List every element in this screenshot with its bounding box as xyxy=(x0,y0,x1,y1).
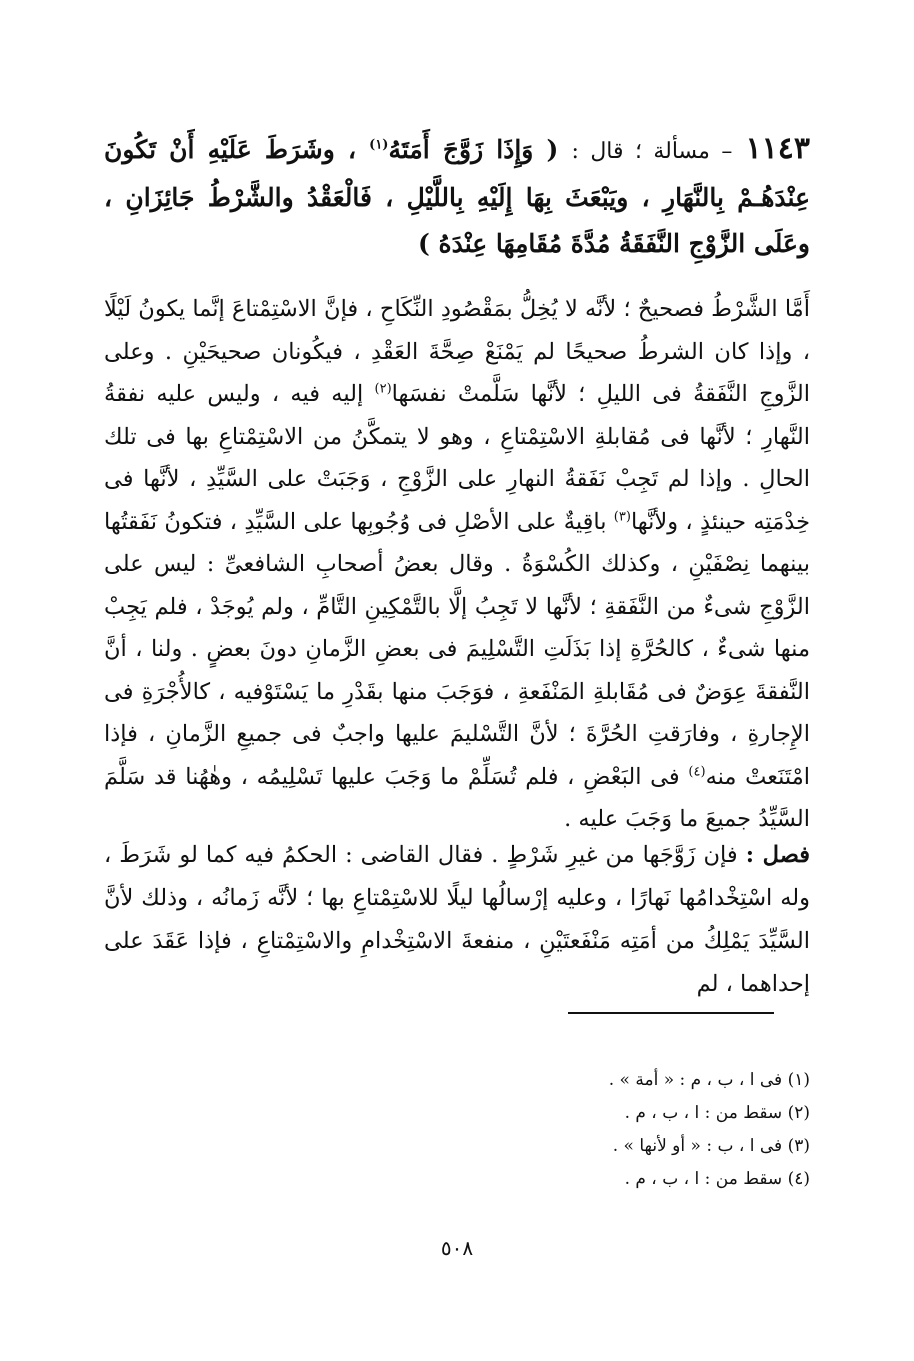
footnote-ref-1: (١) xyxy=(369,137,389,153)
paragraph-part-1: أَمَّا الشَّرْطُ فصحيحٌ ؛ لأنَّه لا يُخِلُّ بمَقْصُودِ النِّكَاحِ ، فإنَّ الاسْتِمْتاعَ إنَّما يكونُ لَيْلًا ، وإذا كان الشرطُ صحيحًا لم يَمْنَعْ صِحَّةَ العَقْدِ ، فيكُونان صحيحَيْنِ . وعلى الزَّوجِ النَّفَقةُ فى الليلِ ؛ لأنَّها سَلَّمتْ نفسَها xyxy=(104,296,810,407)
footnote-item: (٣) فى ا ، ب : « أو لأنها » . xyxy=(612,1136,810,1156)
fasl-text: فإن زَوَّجَها من غيرِ شَرْطٍ . فقال القاضى : الحكمُ فيه كما لو شَرَطَ ، وله اسْتِخْدامُها نَهارًا ، وعليه إرْسالُها ليلًا للاسْتِمْتاعِ بها ؛ لأنَّه زَمانُه ، وذلك لأنَّ السَّيِّدَ يَمْلِكُ من أمَتِه مَنْفَعتَيْنِ ، منفعةَ الاسْتِخْدامِ والاسْتِمْتاعِ ، فإذا عَقَدَ على إحداهما ، لم xyxy=(104,842,810,997)
fasl-label: فصل : xyxy=(745,842,810,868)
footnote-ref-4: (٤) xyxy=(688,764,706,779)
paragraph-part-3: باقِيةٌ على الأصْلِ فى وُجُوبِها على السَّيِّدِ ، فتكونُ نَفَقتُها بينهما نِصْفَيْنِ ، وكذلك الكُسْوَةُ . وقال بعضُ أصحابِ الشافعىِّ : ليس على الزَّوْجِ شىءٌ من النَّفَقةِ ؛ لأنَّها لا تَجِبُ إلَّا بالتَّمْكِينِ التَّامِّ ، ولم يُوجَدْ ، فلم يَجِبْ منها شىءٌ ، كالحُرَّةِ إذا بَذَلَتِ التَّسْلِيمَ فى بعضِ الزَّمانِ دونَ بعضٍ . ولنا ، أنَّ النَّفقةَ عِوَضٌ فى مُقَابلةِ المَنْفَعةِ ، فوَجَبَ منها بقَدْرِ ما يَسْتَوْفيه ، كالأُجْرَةِ فى الإِجارةِ ، وفارَقتِ الحُرَّةَ ؛ لأنَّ التَّسْليمَ عليها واجبٌ فى جميعِ الزَّمانِ ، فإذا امْتَنَعتْ منه xyxy=(104,508,811,790)
fasl-paragraph xyxy=(104,834,810,1006)
footnotes xyxy=(420,1064,810,1196)
footnote-item: (١) فى ا ، ب ، م : « أمة » . xyxy=(608,1070,810,1090)
issue-lead: – مسألة ؛ قال : xyxy=(571,139,733,164)
issue-text: ( وَإِذَا زَوَّجَ أَمَتَهُ xyxy=(388,135,559,164)
paragraph-part-2: إليه فيه ، وليس عليه نفقةُ النَّهارِ ؛ لأنَّها فى مُقابلةِ الاسْتِمْتاعِ ، وهو لا يتمكَّنُ من الاسْتِمْتاعِ بها فى تلك الحالِ . وإذا لم تَجِبْ نَفَقةُ النهارِ على الزَّوْجِ ، وَجَبَتْ على السَّيِّدِ ، لأنَّها فى خِدْمَتِه حينئذٍ ، ولأنَّها xyxy=(104,381,810,535)
commentary-paragraph xyxy=(104,288,810,841)
issue-number: ١١٤٣ xyxy=(745,131,810,166)
paragraph-part-4: فى البَعْضِ ، فلم تُسَلِّمْ ما وَجَبَ عليها تَسْلِيمُه ، وهٰهُنا قد سَلَّمَ السَّيِّدُ جميعَ ما وَجَبَ عليه . xyxy=(104,763,810,832)
footnote-separator xyxy=(568,1012,774,1014)
page-number: ٥٠٨ xyxy=(440,1236,474,1260)
footnote-ref-2: (٢) xyxy=(374,381,392,397)
footnote-item: (٤) سقط من : ا ، ب ، م . xyxy=(624,1169,810,1189)
issue-heading xyxy=(104,126,810,267)
footnote-item: (٢) سقط من : ا ، ب ، م . xyxy=(624,1103,810,1123)
issue-text-continued: ، وشَرَطَ عَلَيْهِ أَنْ تَكُونَ عِنْدَهُـمْ بِالنَّهَارِ ، ويَبْعَثَ بِهَا إِلَيْهِ بِاللَّيْلِ ، فَالْعَقْدُ والشَّرْطُ جَائِزَانِ ، وعَلَى الزَّوْجِ النَّفَقَةُ مُدَّةَ مُقَامِهَا عِنْدَهُ ) xyxy=(104,135,810,258)
footnote-ref-3: (٣) xyxy=(613,509,631,524)
